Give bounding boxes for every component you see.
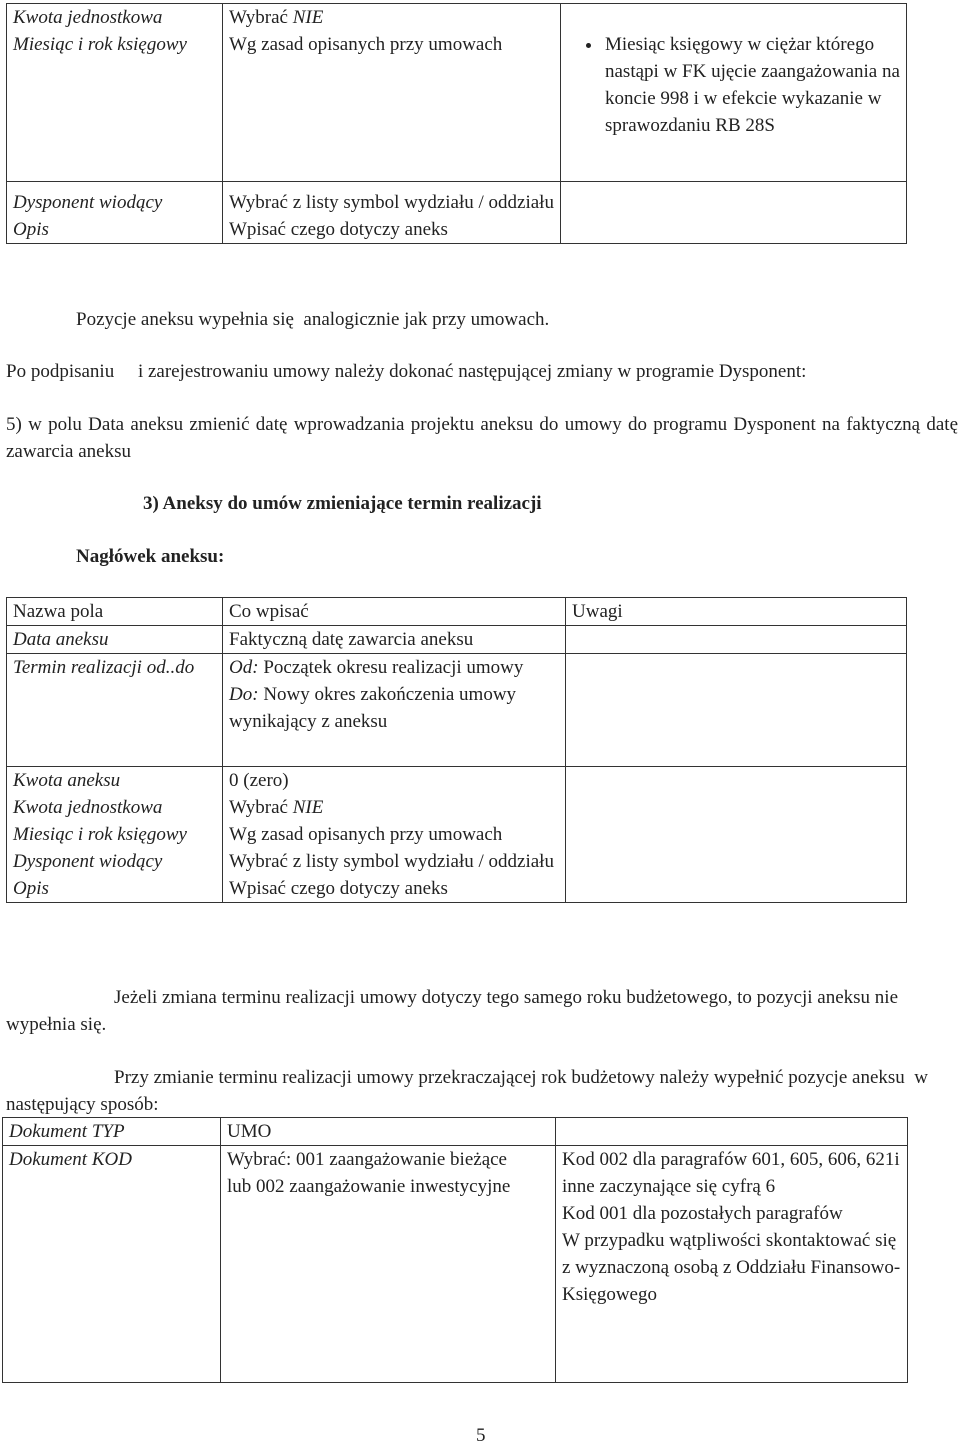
- table-row: [7, 31, 907, 182]
- table-row: [7, 4, 907, 32]
- row-note: [566, 875, 907, 903]
- table-row: [7, 875, 907, 903]
- row-value: Wg zasad opisanych przy umowach: [223, 821, 566, 848]
- od-line: [229, 654, 559, 681]
- table-row: [7, 848, 907, 875]
- row-value: Wybrać z listy symbol wydziału / oddziału: [223, 848, 566, 875]
- row-value: Wpisać czego dotyczy aneks: [223, 216, 561, 244]
- row-note: [556, 1118, 908, 1146]
- column-header: Co wpisać: [223, 598, 566, 626]
- paragraph-cross-year: [6, 1064, 938, 1118]
- row-note: [566, 794, 907, 821]
- row-value-italic: NIE: [292, 7, 324, 28]
- row-label: Opis: [7, 216, 223, 244]
- section-heading: 3) Aneksy do umów zmieniające termin realizacji: [143, 493, 542, 514]
- row-label: Dokument KOD: [3, 1146, 221, 1383]
- row-value: [223, 654, 566, 767]
- row-note: [566, 767, 907, 795]
- row-note: [566, 654, 907, 767]
- paragraph-step5: 5) w polu Data aneksu zmienić datę wprowadzania projektu aneksu do umowy do programu Dysponent na faktyczną datę zawarcia aneksu: [6, 414, 958, 462]
- row-note: [561, 216, 907, 244]
- table-row: [7, 654, 907, 767]
- row-label: Dokument TYP: [3, 1118, 221, 1146]
- table-row: [3, 1146, 908, 1383]
- table-row: [7, 821, 907, 848]
- row-value: [223, 794, 566, 821]
- do-prefix: Do:: [229, 684, 259, 705]
- table-row: [7, 794, 907, 821]
- row-note: Kod 002 dla paragrafów 601, 605, 606, 621i inne zaczynające się cyfrą 6 Kod 001 dla pozostałych paragrafów W przypadku wątpliwości skontaktować się z wyznaczoną osobą z Oddziału Finansowo-Księgowego: [556, 1146, 908, 1383]
- table-bottom: [2, 1117, 908, 1383]
- table-row: [7, 767, 907, 795]
- row-label: Termin realizacji od..do: [7, 654, 223, 767]
- row-value: UMO: [221, 1118, 556, 1146]
- column-header: Nazwa pola: [7, 598, 223, 626]
- table-top: [6, 3, 907, 244]
- row-label: Dysponent wiodący: [7, 182, 223, 217]
- row-value: Faktyczną datę zawarcia aneksu: [223, 626, 566, 654]
- page-number: 5: [476, 1425, 486, 1446]
- paragraph-signing: Po podpisaniu i zarejestrowaniu umowy należy dokonać następującej zmiany w programie Dysponent:: [6, 361, 807, 382]
- row-note: [561, 4, 907, 32]
- bullet-note: • Miesiąc księgowy w ciężar którego nastąpi w FK ujęcie zaangażowania na koncie 998 i w efekcie wykazanie w sprawozdaniu RB 28S: [603, 31, 900, 139]
- row-note: [566, 626, 907, 654]
- table-row: [7, 626, 907, 654]
- row-label: Miesiąc i rok księgowy: [7, 821, 223, 848]
- table-row: [7, 216, 907, 244]
- row-note: [566, 821, 907, 848]
- value-prefix: Wybrać: [229, 797, 293, 818]
- row-label: Dysponent wiodący: [7, 848, 223, 875]
- od-value: Początek okresu realizacji umowy: [258, 657, 524, 678]
- table-row: [7, 182, 907, 217]
- row-value: 0 (zero): [223, 767, 566, 795]
- paragraph-cross-year-text: Przy zmianie terminu realizacji umowy przekraczającej rok budżetowy należy wypełnić pozycje aneksu w następujący sposób:: [6, 1067, 933, 1115]
- value-italic: NIE: [292, 797, 324, 818]
- row-value: Wybrać z listy symbol wydziału / oddziału: [223, 182, 561, 217]
- column-header: Uwagi: [566, 598, 907, 626]
- row-note: [566, 848, 907, 875]
- table-mid: [6, 597, 907, 903]
- do-value: Nowy okres zakończenia umowy wynikający z aneksu: [229, 684, 517, 732]
- paragraph-positions: Pozycje aneksu wypełnia się analogicznie jak przy umowach.: [76, 309, 550, 330]
- row-label: Kwota jednostkowa: [7, 4, 223, 32]
- row-note: [561, 182, 907, 217]
- row-label: Miesiąc i rok księgowy: [7, 31, 223, 182]
- row-label: Opis: [7, 875, 223, 903]
- table-row: [3, 1118, 908, 1146]
- row-value: Wybrać: 001 zaangażowanie bieżące lub 002 zaangażowanie inwestycyjne: [221, 1146, 556, 1383]
- row-label: Data aneksu: [7, 626, 223, 654]
- do-line: [229, 681, 559, 735]
- row-label: Kwota jednostkowa: [7, 794, 223, 821]
- row-value: Wybrać NIE: [223, 4, 561, 32]
- paragraph-same-year: [6, 984, 906, 1038]
- row-value: Wpisać czego dotyczy aneks: [223, 875, 566, 903]
- row-note: [561, 31, 907, 182]
- row-value: Wg zasad opisanych przy umowach: [223, 31, 561, 182]
- od-prefix: Od:: [229, 657, 259, 678]
- row-label: Kwota aneksu: [7, 767, 223, 795]
- paragraph-same-year-text: Jeżeli zmiana terminu realizacji umowy dotyczy tego samego roku budżetowego, to pozycji aneksu nie wypełnia się.: [6, 987, 899, 1035]
- header-label: Nagłówek aneksu:: [76, 546, 225, 567]
- table-header-row: [7, 598, 907, 626]
